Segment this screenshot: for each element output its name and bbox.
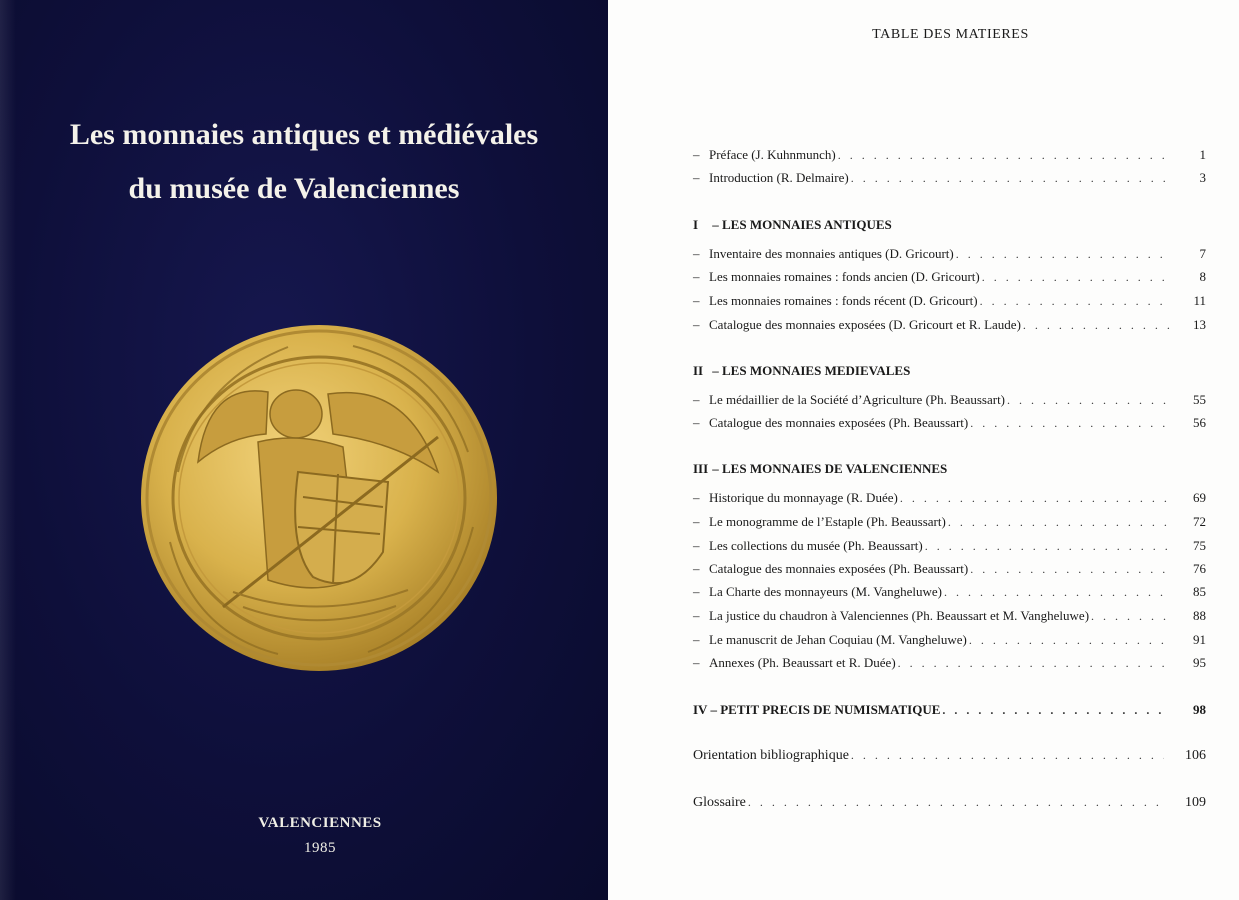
toc-page-number: 13 bbox=[1193, 317, 1206, 332]
leader-dots bbox=[980, 294, 1170, 309]
toc-entry: – Historique du monnayage (R. Duée) . . . 69 bbox=[693, 490, 1206, 508]
toc-entry-label: Le monogramme de l’Estaple (Ph. Beaussart) bbox=[709, 514, 946, 529]
leader-dots bbox=[969, 633, 1170, 648]
leader-dots bbox=[1091, 609, 1170, 624]
cover-place: VALENCIENNES bbox=[258, 815, 382, 831]
leader-dots bbox=[898, 656, 1170, 671]
toc-entry-label: La Charte des monnayeurs (M. Vangheluwe) bbox=[709, 584, 942, 599]
toc-entry: – Catalogue des monnaies exposées (D. Gricourt et R. Laude) . . . 13 bbox=[693, 317, 1206, 335]
toc-entry-label: Les monnaies romaines : fonds ancien (D. Gricourt) bbox=[709, 269, 980, 284]
toc-entry-label: Les monnaies romaines : fonds récent (D. Gricourt) bbox=[709, 293, 978, 308]
toc-section-4-entry bbox=[693, 702, 1206, 720]
toc-section-2-title: II – LES MONNAIES MEDIEVALES bbox=[693, 363, 911, 378]
leader-dots bbox=[925, 539, 1170, 554]
toc-page-number: 76 bbox=[1193, 561, 1206, 576]
toc-entry: – Le médaillier de la Société d’Agriculture (Ph. Beaussart) . . . 55 bbox=[693, 392, 1206, 410]
leader-dots bbox=[851, 748, 1164, 763]
toc-entry: – Les collections du musée (Ph. Beaussart) . . . 75 bbox=[693, 538, 1206, 556]
cover-year: 1985 bbox=[304, 840, 336, 856]
leader-dots bbox=[982, 270, 1170, 285]
toc-page-number: 11 bbox=[1193, 293, 1206, 308]
toc-entry-label: Catalogue des monnaies exposées (D. Gricourt et R. Laude) bbox=[709, 317, 1021, 332]
leader-dots bbox=[970, 562, 1170, 577]
leader-dots bbox=[956, 247, 1170, 262]
toc-entry-label: La justice du chaudron à Valenciennes (Ph. Beaussart et M. Vangheluwe) bbox=[709, 608, 1090, 623]
toc-entry: – La justice du chaudron à Valenciennes (Ph. Beaussart et M. Vangheluwe) . . . 88 bbox=[693, 608, 1206, 626]
toc-entry-label: Introduction (R. Delmaire) bbox=[709, 170, 849, 185]
cover-title-line-1: Les monnaies antiques et médiévales bbox=[69, 118, 539, 151]
toc-entry-label: Le médaillier de la Société d’Agriculture (Ph. Beaussart) bbox=[709, 392, 1006, 407]
toc-section-3-title: III – LES MONNAIES DE VALENCIENNES bbox=[693, 461, 948, 476]
toc-entry: – Catalogue des monnaies exposées (Ph. Beaussart) . . . 76 bbox=[693, 561, 1206, 579]
leader-dots bbox=[970, 416, 1170, 431]
leader-dots bbox=[838, 148, 1170, 163]
gold-coin-image bbox=[138, 322, 500, 674]
toc-page-number: 56 bbox=[1193, 415, 1206, 430]
leader-dots bbox=[748, 795, 1164, 810]
toc-entry-label: IV – PETIT PRECIS DE NUMISMATIQUE bbox=[693, 702, 941, 717]
toc-entry-introduction: – Introduction (R. Delmaire) . . . 3 bbox=[693, 170, 1206, 188]
toc-entry: – Le monogramme de l’Estaple (Ph. Beaussart) . . . 72 bbox=[693, 514, 1206, 532]
toc-entry-glossary bbox=[693, 795, 1206, 815]
leader-dots bbox=[900, 491, 1170, 506]
toc-entry-bibliography bbox=[693, 748, 1206, 768]
toc-entry: – Catalogue des monnaies exposées (Ph. Beaussart) . . . 56 bbox=[693, 415, 1206, 433]
toc-entry-label: Annexes (Ph. Beaussart et R. Duée) bbox=[709, 655, 896, 670]
toc-entry-label: Préface (J. Kuhnmunch) bbox=[709, 147, 836, 162]
book-cover bbox=[0, 0, 608, 900]
leader-dots bbox=[944, 585, 1170, 600]
toc-page-number: 85 bbox=[1193, 584, 1206, 599]
leader-dots bbox=[948, 515, 1170, 530]
leader-dots bbox=[1007, 393, 1170, 408]
toc-entry: – Le manuscrit de Jehan Coquiau (M. Vangheluwe) . . . 91 bbox=[693, 632, 1206, 650]
toc-page-number: 98 bbox=[1193, 702, 1206, 717]
toc-page-number: 55 bbox=[1193, 392, 1206, 407]
leader-dots bbox=[942, 703, 1170, 718]
leader-dots bbox=[851, 171, 1170, 186]
toc-page-number: 7 bbox=[1199, 246, 1206, 261]
toc-page-number: 8 bbox=[1199, 269, 1206, 284]
toc-entry-label: Les collections du musée (Ph. Beaussart) bbox=[709, 538, 923, 553]
toc-page-number: 1 bbox=[1199, 147, 1206, 162]
toc-page-number: 91 bbox=[1193, 632, 1206, 647]
toc-entry-preface: – Préface (J. Kuhnmunch) . . . 1 bbox=[693, 147, 1206, 165]
toc-page-number: 109 bbox=[1185, 795, 1206, 810]
toc-page-number: 95 bbox=[1193, 655, 1206, 670]
toc-entry-label: Historique du monnayage (R. Duée) bbox=[709, 490, 898, 505]
toc-page-number: 3 bbox=[1199, 170, 1206, 185]
toc-entry-label: Orientation bibliographique bbox=[693, 748, 849, 763]
toc-entry-label: Glossaire bbox=[693, 795, 746, 810]
toc-page-number: 69 bbox=[1193, 490, 1206, 505]
table-of-contents-page bbox=[608, 0, 1239, 900]
toc-page-number: 72 bbox=[1193, 514, 1206, 529]
toc-entry-label: Catalogue des monnaies exposées (Ph. Beaussart) bbox=[709, 415, 969, 430]
toc-entry: – Annexes (Ph. Beaussart et R. Duée) . . . 95 bbox=[693, 655, 1206, 673]
gold-coin-icon bbox=[138, 322, 500, 674]
toc-page-number: 106 bbox=[1185, 748, 1206, 763]
leader-dots bbox=[1023, 318, 1170, 333]
toc-page-number: 75 bbox=[1193, 538, 1206, 553]
toc-entry: – Les monnaies romaines : fonds ancien (D. Gricourt) . . . 8 bbox=[693, 269, 1206, 287]
toc-entry: – Inventaire des monnaies antiques (D. Gricourt) . . . 7 bbox=[693, 246, 1206, 264]
toc-entry: – La Charte des monnayeurs (M. Vangheluwe) . . . 85 bbox=[693, 584, 1206, 602]
toc-heading: TABLE DES MATIERES bbox=[872, 27, 1029, 42]
toc-entry-label: Inventaire des monnaies antiques (D. Gricourt) bbox=[709, 246, 954, 261]
toc-section-1-title: I – LES MONNAIES ANTIQUES bbox=[693, 217, 892, 232]
toc-entry-label: Catalogue des monnaies exposées (Ph. Beaussart) bbox=[709, 561, 969, 576]
toc-entry-label: Le manuscrit de Jehan Coquiau (M. Vangheluwe) bbox=[709, 632, 967, 647]
cover-title-line-2: du musée de Valenciennes bbox=[128, 172, 460, 205]
toc-page-number: 88 bbox=[1193, 608, 1206, 623]
toc-entry: – Les monnaies romaines : fonds récent (D. Gricourt) . . . 11 bbox=[693, 293, 1206, 311]
